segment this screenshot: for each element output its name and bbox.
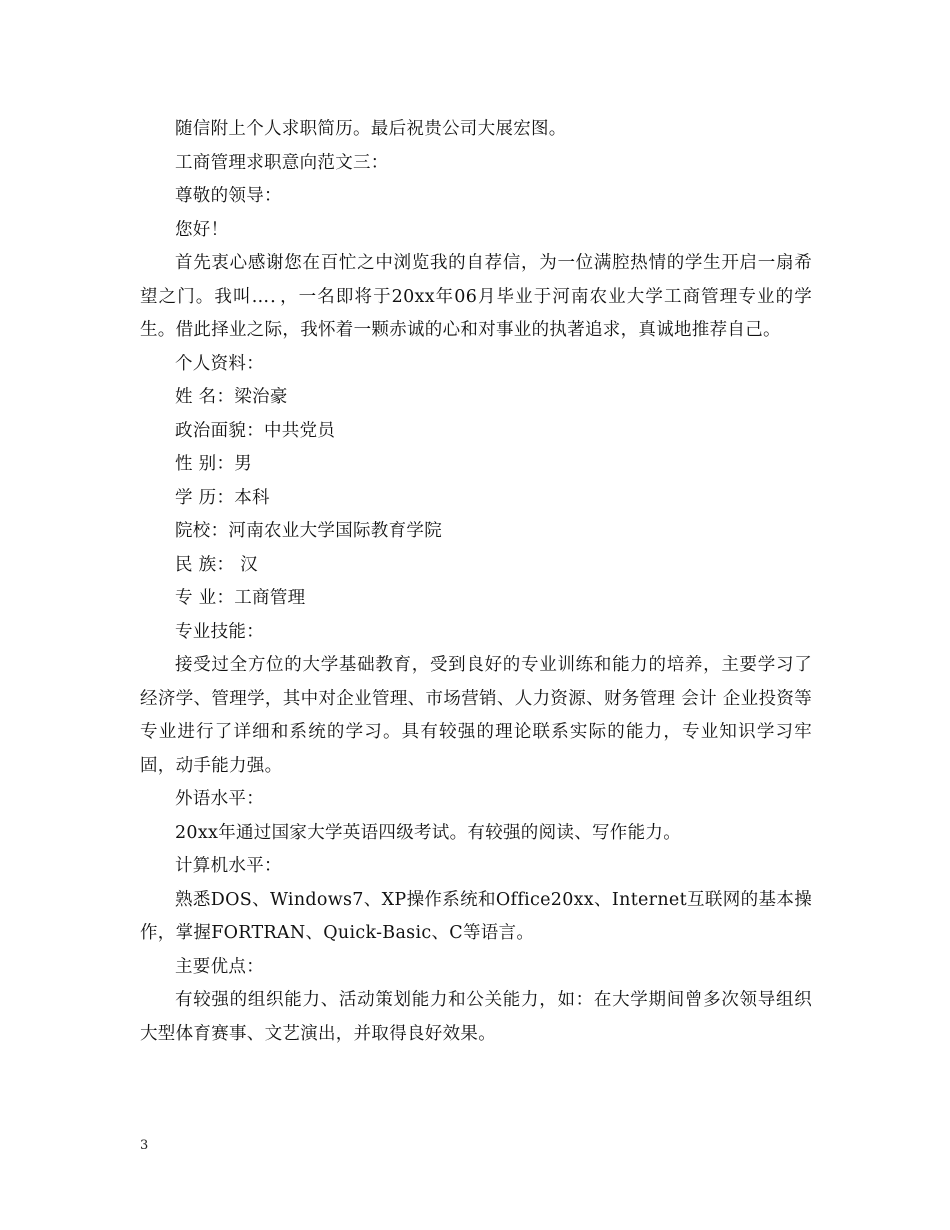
intro-paragraph: 首先衷心感谢您在百忙之中浏览我的自荐信，为一位满腔热情的学生开启一扇希望之门。我叫…．，一名即将于20xx年06月毕业于河南农业大学工商管理专业的学生。借此择业之际，我怀着一颗赤诚的心和对事业的执著追求，真诚地推荐自己。 [140,253,812,340]
skills-paragraph: 接受过全方位的大学基础教育，受到良好的专业训练和能力的培养，主要学习了经济学、管理学，其中对企业管理、市场营销、人力资源、财务管理 会计 企业投资等专业进行了详细和系统的学习。具有较强的理论联系实际的能力，专业知识学习牢固，动手能力强。 [140,655,812,776]
info-education: 学 历：本科 [175,487,270,508]
computer-paragraph: 熟悉DOS、Windows7、XP操作系统和Office20xx、Internet互联网的基本操作，掌握FORTRAN、Quick-Basic、C等语言。 [140,889,812,943]
info-gender: 性 别：男 [175,454,253,474]
language-heading: 外语水平： [175,789,264,809]
document-body [140,113,812,1051]
strengths-heading: 主要优点： [175,956,264,977]
section-title: 工商管理求职意向范文三： [175,152,389,173]
personal-info-heading: 个人资料： [175,353,264,374]
info-name: 姓 名：梁治豪 [175,387,288,407]
info-major: 专 业：工商管理 [175,588,306,608]
strengths-paragraph: 有较强的组织能力、活动策划能力和公关能力，如：在大学期间曾多次领导组织大型体育赛事、文艺演出，并取得良好效果。 [140,990,812,1044]
info-school: 院校：河南农业大学国际教育学院 [175,521,442,541]
salutation: 尊敬的领导： [175,186,282,206]
computer-heading: 计算机水平： [175,856,282,876]
skills-heading: 专业技能： [175,621,264,642]
language-paragraph: 20xx年通过国家大学英语四级考试。有较强的阅读、写作能力。 [175,822,682,843]
info-political-status: 政治面貌：中共党员 [175,420,336,441]
paragraph: 随信附上个人求职简历。最后祝贵公司大展宏图。 [175,119,567,139]
page-number: 3 [140,1138,149,1153]
info-ethnicity: 民 族： 汉 [175,554,258,575]
greeting: 您好！ [175,219,229,240]
